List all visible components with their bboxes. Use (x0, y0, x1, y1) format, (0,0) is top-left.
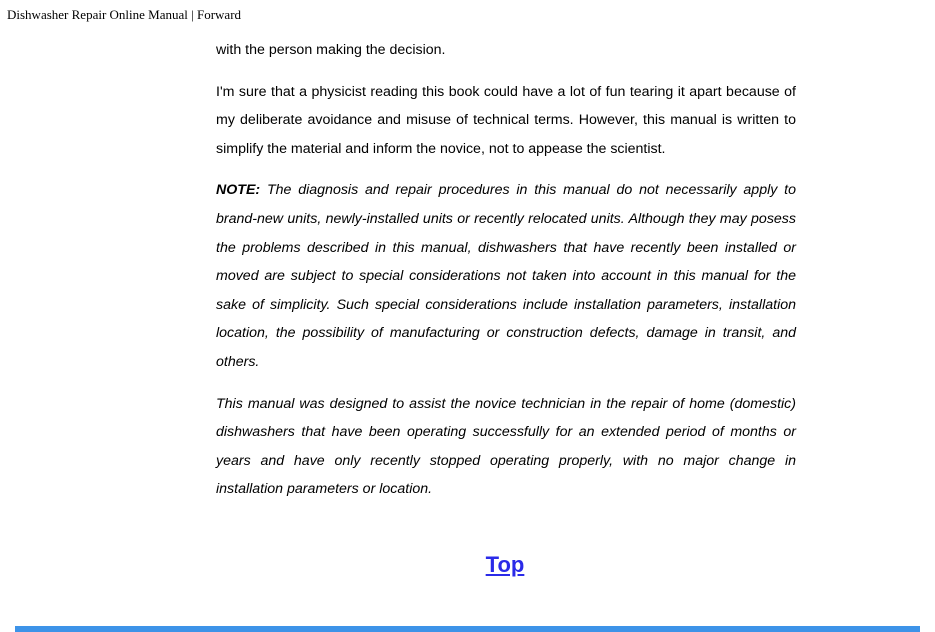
top-link-container (0, 552, 935, 578)
paragraph: I'm sure that a physicist reading this book could have a lot of fun tearing it apart because of my deliberate avoidance and misuse of technical terms. However, this manual is written to simplify the material and inform the novice, not to appease the scientist. (216, 83, 796, 157)
note-paragraph (216, 176, 796, 376)
paragraph: with the person making the decision. (216, 42, 446, 58)
note-text: The diagnosis and repair procedures in this manual do not necessarily apply to brand-new units, newly-installed units or recently relocated units. Although they may posess the problems described in this manual, dishwashers that have recently been installed or moved are subject to special considerations not taken into account in this manual for the sake of simplicity. Such special considerations include installation parameters, installation location, the possibility of manufacturing or construction defects, damage in transit, and others. (216, 182, 796, 370)
footer-divider (15, 626, 920, 632)
paragraph: This manual was designed to assist the novice technician in the repair of home (domestic) dishwashers that have been operating successfully for an extended period of months or years and have only recently stopped operating properly, with no major change in installation parameters or location. (216, 395, 796, 498)
page-title: Dishwasher Repair Online Manual | Forward (7, 7, 242, 22)
top-link[interactable]: Top (485, 552, 525, 577)
article-body (216, 36, 796, 517)
note-label: NOTE: (216, 182, 261, 199)
